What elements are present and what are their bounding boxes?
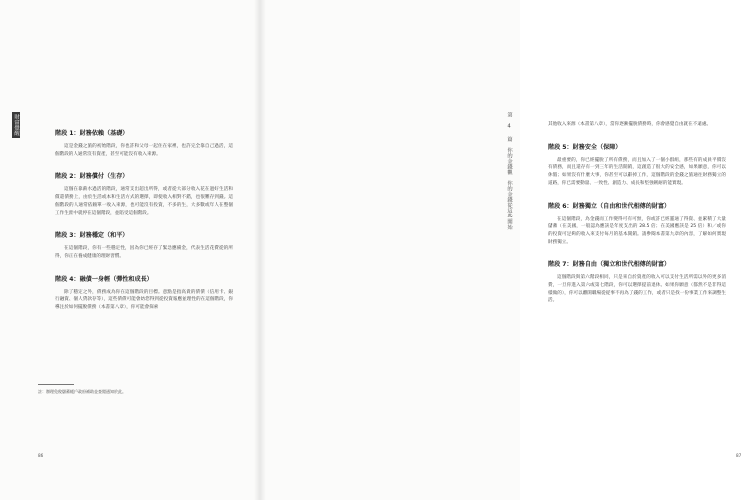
section-paragraph: 這個在靠薪水過活的階段，通常支出超出所得，或者從大部分收入花在過好生活和償還債務上，由於生活或本和生活方式的選擇，即使收入相對不錯，也很難存到錢。這個階段的人通常依賴單一收入來源，也可能沒有投資，不多的生，大多數或年人在整個工作生涯中就停在這個階段，並陷受這個階段。 [55,187,233,216]
section-paragraph: 這個階段與第六階段相同，只是來自於資產的收入可以支付生活所需以外的更多消費，一旦你進入第六或第七階段，你可以選擇提前退休。如果你願意（都然不是非得這樣做的），你可以離開職場從從事不再為了錢的工作，或者只是找一份事業工作來調整生活。 [548,275,726,304]
continued-paragraph: 其他收入來源（本書第八章），當你逐漸擺脫債務時，你會感覺自由就在不遠處。 [548,122,712,127]
section-heading: 階段 4：融債一身輕（彈性和成長） [55,275,153,283]
footnote-divider [38,384,74,385]
book-gutter [254,0,266,500]
section-stage-4 [55,274,233,312]
right-page [260,0,741,500]
section-heading: 階段 2：財務償付（生存） [55,173,129,181]
section-stage-1 [55,128,233,158]
right-page-body [548,121,726,318]
page-number-right: 87 [736,453,741,458]
left-page-body [55,128,233,325]
section-stage-7 [548,259,726,305]
section-heading: 階段 6：財務獨立（自由和世代相傳的財富） [548,202,671,210]
section-heading: 階段 1：財務依賴（基礎） [55,130,129,137]
running-head-label: 第 4 篇 你的金錢觀 你的金錢從這些開始 [506,112,512,230]
section-heading: 階段 7：財務自由（獨立和世代相傳的財富） [548,261,671,269]
left-running-head [12,112,20,140]
running-head-label: 財富覺醒 [13,114,19,136]
section-heading: 階段 3：財務穩定（和平） [55,232,129,240]
section-stage-6 [548,201,726,247]
section-paragraph: 這是金錢之旅的初始階段，你也許和父母一起住在家裡，也許完全靠自己過活，這個階段的人通常沒有資產，甚至可能沒有收入來源。 [55,144,233,157]
section-stage-3 [55,230,233,260]
page-number-left: 86 [38,453,44,458]
section-heading: 階段 5：財務安全（保障） [548,143,622,151]
section-paragraph: 在這個階段，為金錢而工作變得可有可無，你或許已經靈通了得資、並累積了大量儲蓄（在美國，一般認為應該是年度支出的 28.5 倍；在美國應該是 25 倍）和／或你的投資可足夠的收入來支付每月的基本開銷。請參閱本書第九章的內容，了解如何實現財務獨立。 [548,216,726,245]
left-page [0,0,260,500]
section-paragraph: 在這個階段，你有一些穩定性，因為你已經存了緊急應備金，代表生活花費從的所得，你正在養成健康的理財習慣。 [55,246,233,259]
right-running-head [504,112,512,230]
section-stage-5 [548,142,726,188]
footnote: 註：辦理免稅儲蓄帳戶政府補助並查閱通知於此。 [38,389,126,394]
section-paragraph: 除了穩定之外，債務成為你在這個階段的目標。意點是指高貴的債債（信用卡、銀行融資、個人貸款存等），這些債債可能會妨您得到從投資報應並理性的在這個階段，你導注於如何擺脫債務（本書第八章），你可能會探索 [55,289,233,311]
section-stage-2 [55,171,233,217]
section-paragraph: 最重要的，你已經擺脫了所有債務，而且加入了一個小群組，那些有的成員平價沒有債務，而且還存有一到三年的生活開銷，這創造了很大的安全感，如果願意，你可以休假；如果沒有什麼大事，你甚至可以辭掉工作，這個階段的金錢之旅通往財務獨立的道路，你已需要動量、一致性、創造力、成長和堅強韌耐的能實現。 [548,157,726,186]
